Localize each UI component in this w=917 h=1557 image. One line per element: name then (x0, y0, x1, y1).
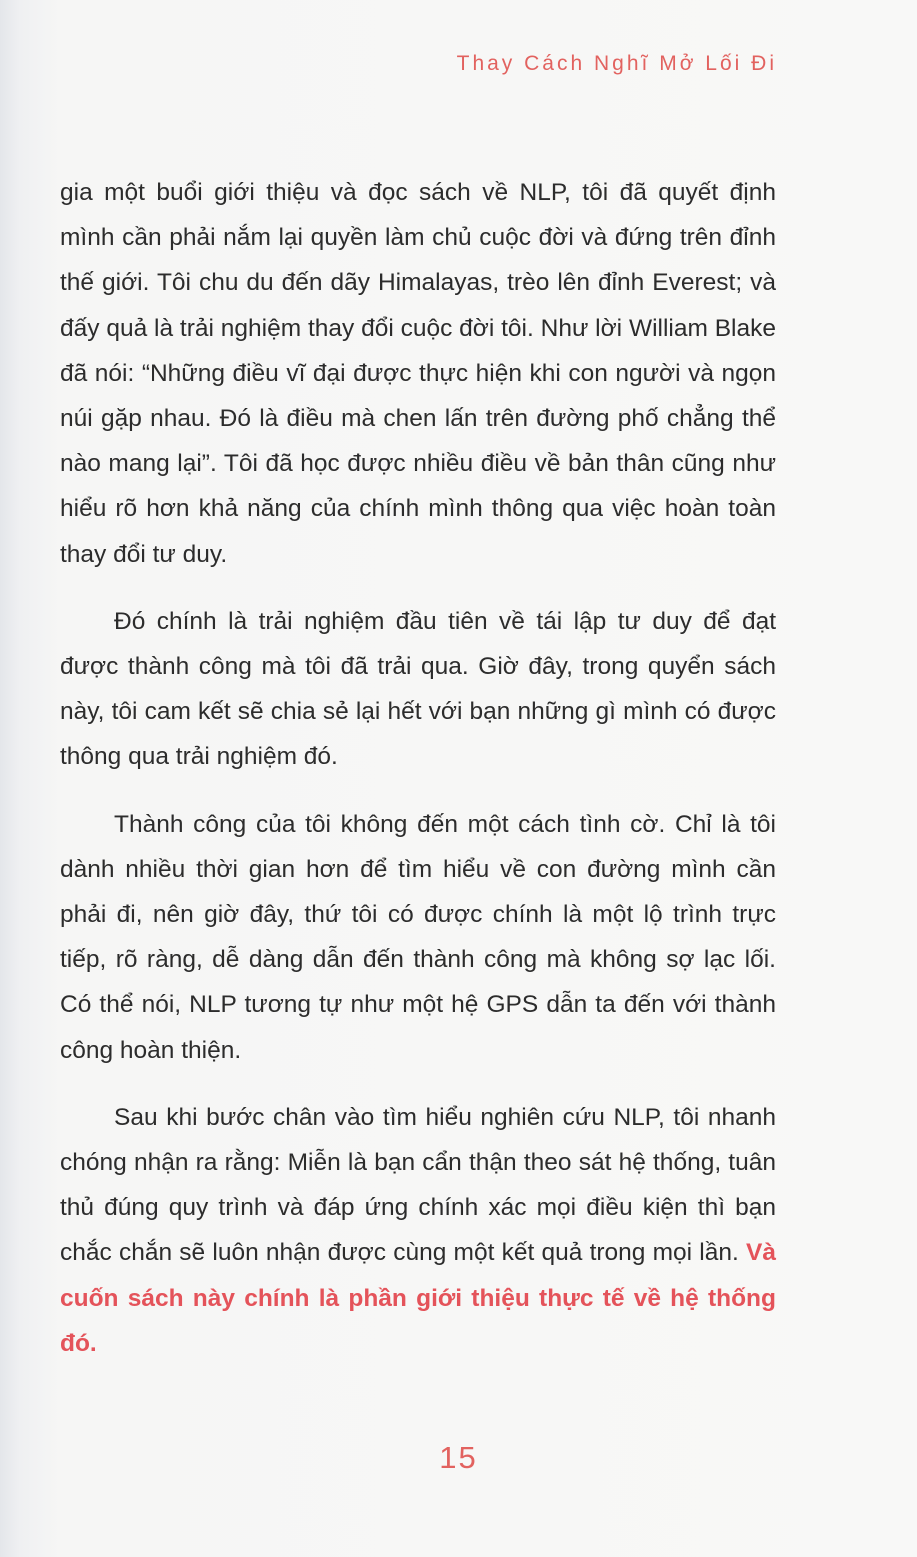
paragraph-2: Đó chính là trải nghiệm đầu tiên về tái lập tư duy để đạt được thành công mà tôi đã trải qua. Giờ đây, trong quyển sách này, tôi cam kết sẽ chia sẻ lại hết với bạn những gì mình có được thông qua trải nghiệm đó. (60, 607, 776, 771)
paragraph-1: gia một buổi giới thiệu và đọc sách về NLP, tôi đã quyết định mình cần phải nắm lại quyền làm chủ cuộc đời và đứng trên đỉnh thế giới. Tôi chu du đến dãy Himalayas, trèo lên đỉnh Everest; và đấy quả là trải nghiệm thay đổi cuộc đời tôi. Như lời William Blake đã nói: “Những điều vĩ đại được thực hiện khi con người và ngọn núi gặp nhau. Đó là điều mà chen lấn trên đường phố chẳng thể nào mang lại”. Tôi đã học được nhiều điều về bản thân cũng như hiểu rõ hơn khả năng của chính mình thông qua việc hoàn toàn thay đổi tư duy. (60, 179, 776, 568)
body-text (60, 170, 776, 1366)
paragraph-4-highlight: Và cuốn sách này chính là phần giới thiệu thực tế về hệ thống đó. (60, 1239, 776, 1357)
paragraph-4-text: Sau khi bước chân vào tìm hiểu nghiên cứu NLP, tôi nhanh chóng nhận ra rằng: Miễn là bạn cẩn thận theo sát hệ thống, tuân thủ đúng quy trình và đáp ứng chính xác mọi điều kiện thì bạn chắc chắn sẽ luôn nhận được cùng một kết quả trong mọi lần. (60, 1103, 776, 1267)
paragraph-4 (60, 1095, 776, 1366)
running-header-title: Thay Cách Nghĩ Mở Lối Đi (456, 52, 777, 75)
page-number: 15 (439, 1440, 478, 1475)
paragraph-3: Thành công của tôi không đến một cách tình cờ. Chỉ là tôi dành nhiều thời gian hơn để tìm hiểu về con đường mình cần phải đi, nên giờ đây, thứ tôi có được chính là một lộ trình trực tiếp, rõ ràng, dễ dàng dẫn đến thành công mà không sợ lạc lối. Có thể nói, NLP tương tự như một hệ GPS dẫn ta đến với thành công hoàn thiện. (60, 810, 776, 1064)
